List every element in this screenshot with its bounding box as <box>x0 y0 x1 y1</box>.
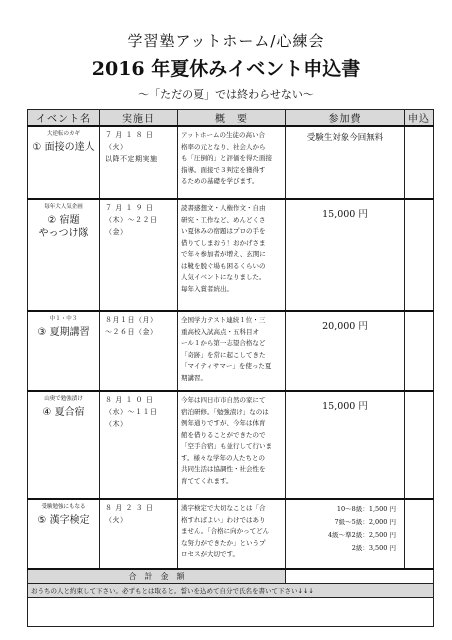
date-line: （火） <box>105 143 128 151</box>
summary-line: 人気イベントになりました。 <box>181 273 266 281</box>
date-line: ～２６日（金） <box>105 328 158 336</box>
date-cell <box>100 311 178 391</box>
fee-line: 2級：3,500 円 <box>351 544 396 552</box>
fee-cell <box>286 391 405 499</box>
summary-line: い夏休みの宿題はプロの手を <box>181 227 266 235</box>
total-amount-cell[interactable] <box>286 569 434 584</box>
summary-line: も「圧倒的」と評価を得た面接 <box>181 154 272 162</box>
event-name: やっつけ隊 <box>38 228 89 239</box>
summary-line: な努力ができたか」というプ <box>181 538 266 547</box>
summary-line: ません。「合格に向かってどん <box>181 527 270 535</box>
summary-line: 読書感想文・人権作文・自由 <box>181 204 266 212</box>
summary-line: 漢字検定で大切なことは「合 <box>181 504 266 512</box>
event-tag: 中１・中３ <box>49 316 78 322</box>
column-header-apply: 申込 <box>405 110 434 127</box>
event-name: ⑤ 漢字検定 <box>37 515 90 526</box>
event-tag: 大逆転のカギ <box>46 131 80 137</box>
summary-line: 「奇跡」を常に起こしてきた <box>181 350 266 359</box>
event-name-cell <box>28 391 100 499</box>
event-name-cell <box>28 311 100 391</box>
summary-line: 共同生活は協調性・社会性を <box>181 465 266 473</box>
table-row <box>28 311 434 391</box>
fee-line: 10～8級：1,500 円 <box>336 505 396 513</box>
summary-line: 借りてしまおう！おかげさま <box>181 238 266 247</box>
fee-text: 15,000 円 <box>322 209 368 220</box>
summary-cell <box>178 311 286 391</box>
date-cell <box>100 391 178 499</box>
summary-cell <box>178 126 286 199</box>
event-name: ③ 夏期講習 <box>37 327 90 338</box>
date-line: （金） <box>105 228 128 236</box>
table-row <box>28 126 434 199</box>
summary-line: 指導。面接で３判定を獲得す <box>181 165 266 174</box>
summary-line: 宿泊研修。「勉強漬け」なのは <box>181 407 269 416</box>
table-row <box>28 391 434 499</box>
date-line: ７ 月 １ ９ 日 <box>105 204 154 212</box>
summary-line: るための基礎を学びます。 <box>181 177 259 185</box>
event-tag: 毎年大人気企画 <box>44 204 83 210</box>
fee-cell <box>286 499 405 569</box>
event-tag: 受験勉強にもなる <box>41 504 86 510</box>
event-name: ② 宿題 <box>47 215 80 226</box>
apply-cell[interactable] <box>405 391 434 499</box>
summary-line: 館を借りることができたので <box>181 430 266 439</box>
summary-line: 育ててくれます。 <box>181 476 233 485</box>
summary-line: ロセスが大切です。 <box>181 550 239 558</box>
summary-line: す。様々な学年の人たちとの <box>181 453 265 462</box>
date-cell <box>100 126 178 199</box>
apply-cell[interactable] <box>405 199 434 311</box>
date-cell <box>100 499 178 569</box>
date-line: （火） <box>105 516 128 524</box>
summary-line: 「マイティサマー」を使った夏 <box>181 362 272 370</box>
event-name: ① 面接の達人 <box>32 142 95 153</box>
apply-cell[interactable] <box>405 126 434 199</box>
organization-name: 学習塾アットホーム/心練会 <box>127 32 325 50</box>
date-line: （水）～１１日 <box>105 408 158 416</box>
date-line: ８ 月 １ ０ 日 <box>105 396 154 404</box>
signature-cell[interactable] <box>28 598 434 627</box>
event-tag: 山奥で勉強漬け <box>44 396 83 402</box>
event-name: ④ 夏合宿 <box>42 407 85 418</box>
event-name-cell <box>28 126 100 199</box>
date-line: ８月１日（月） <box>105 316 158 324</box>
table-row <box>28 499 434 569</box>
summary-line: 重高校入試高点・五科目オ <box>181 327 259 336</box>
summary-line: 今年は四日市市自然の家にて <box>181 396 266 404</box>
summary-line: 全国学力テスト連続１位・三 <box>181 316 266 324</box>
date-line: 以降不定期実施 <box>105 155 158 163</box>
summary-line: 毎年入賞者続出。 <box>181 284 233 293</box>
footer-note: おうちの人と約束して下さい。必ずもとは取ると。誓いを込めて自分で氏名を書いて下さい↓↓↓ <box>28 584 434 598</box>
summary-line: で年々参加者が増え、玄関に <box>181 250 266 258</box>
event-name-cell <box>28 199 100 311</box>
column-header-date: 実施日 <box>100 110 178 127</box>
signature-row <box>28 598 434 627</box>
summary-line: 例年通りですが、今年は体育 <box>181 419 266 427</box>
date-line: ８ 月 ２ ３ 日 <box>105 504 154 512</box>
column-header-event: イベント名 <box>28 110 100 127</box>
table-row <box>28 199 434 311</box>
date-cell <box>100 199 178 311</box>
summary-cell <box>178 391 286 499</box>
summary-line: 研究・工作など、めんどくさ <box>181 215 266 224</box>
date-line: （木）～２２日 <box>105 216 158 224</box>
date-line: （木） <box>105 420 128 428</box>
summary-line: は靴を脱ぐ場も困るくらいの <box>181 261 266 270</box>
total-label: 合 計 金 額 <box>28 569 286 584</box>
summary-line: ール１から第一志望合格など <box>181 339 266 347</box>
summary-line: 「空手合宿」も並行して行いま <box>181 442 272 450</box>
table-header-row <box>28 110 434 127</box>
fee-line: 7級～5級：2,000 円 <box>334 518 396 526</box>
page-title: 2016 年夏休みイベント申込書 <box>91 58 361 80</box>
date-line: ７ 月 １ ８ 日 <box>105 131 154 139</box>
apply-cell[interactable] <box>405 311 434 391</box>
fee-line: 4級～準2級：2,500 円 <box>328 531 396 539</box>
fee-cell <box>286 126 405 199</box>
fee-cell <box>286 199 405 311</box>
summary-line: 格すればよい」わけではあり <box>181 515 266 524</box>
column-header-summary: 概 要 <box>178 110 286 127</box>
column-header-fee: 参加費 <box>286 110 405 127</box>
event-name-cell <box>28 499 100 569</box>
summary-line: 格率の元となり、社会人から <box>181 142 266 151</box>
fee-text: 受験生対象今回無料 <box>306 133 384 143</box>
summary-cell <box>178 199 286 311</box>
fee-text: 15,000 円 <box>322 401 368 412</box>
total-row <box>28 569 434 584</box>
summary-line: 期講習。 <box>181 373 207 382</box>
event-rows <box>28 126 434 627</box>
fee-text: 20,000 円 <box>322 321 368 332</box>
page-subtitle: ～「ただの夏」では終わらせない～ <box>138 88 314 101</box>
summary-cell <box>178 499 286 569</box>
note-row <box>28 584 434 598</box>
fee-cell <box>286 311 405 391</box>
apply-cell[interactable] <box>405 499 434 569</box>
event-table <box>27 109 434 627</box>
summary-line: アットホームの生徒の高い合 <box>181 131 266 139</box>
